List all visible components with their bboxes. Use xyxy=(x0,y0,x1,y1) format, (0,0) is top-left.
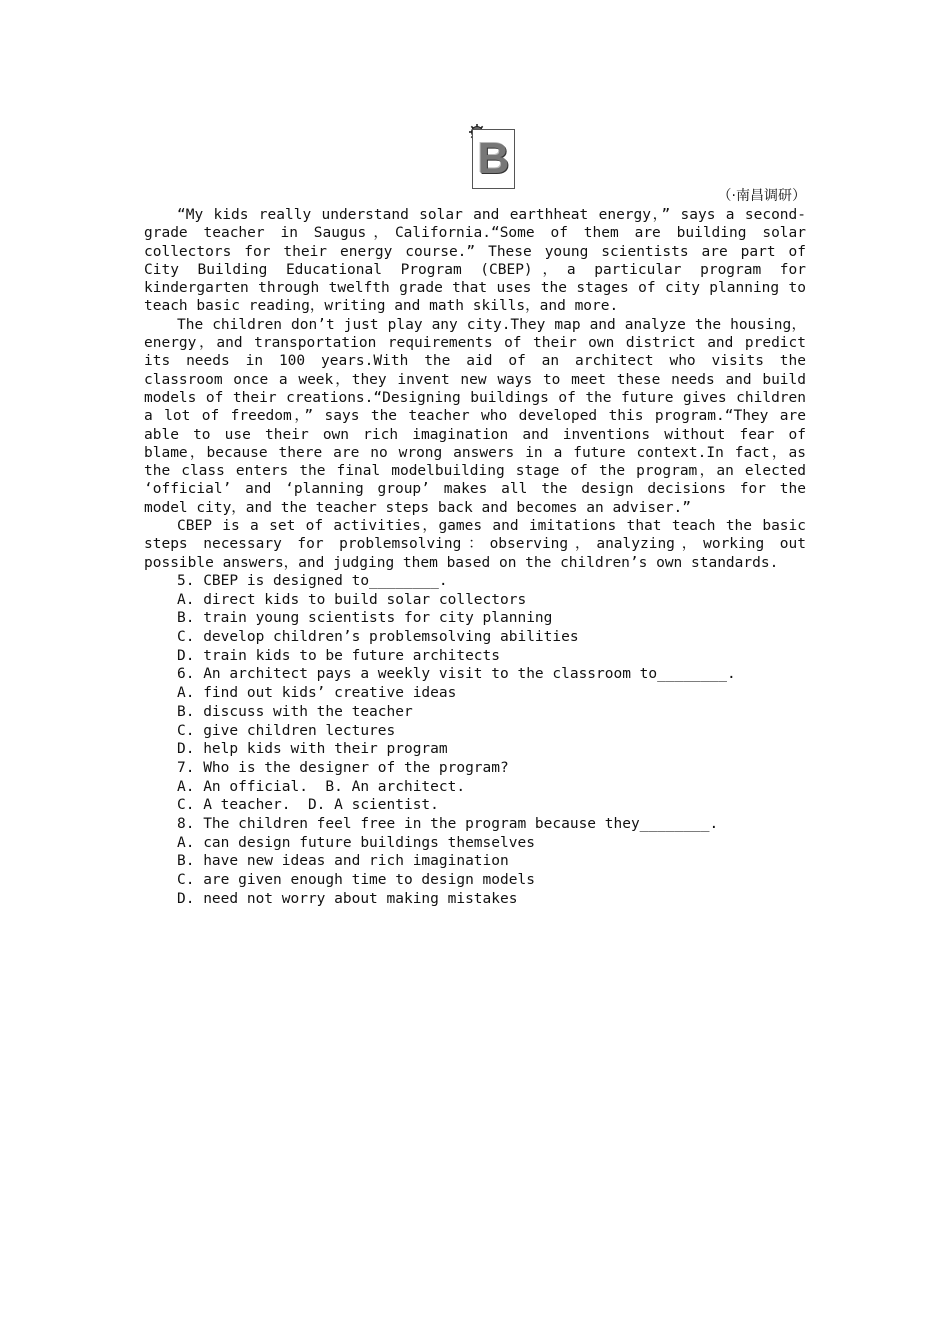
answer-option: B. discuss with the teacher xyxy=(177,703,413,720)
answer-option: C. are given enough time to design models xyxy=(177,872,535,889)
question-8 xyxy=(144,815,806,909)
question-stem: 6. An architect pays a weekly visit to the classroom to________. xyxy=(177,666,736,683)
answer-option: C. develop children’s problemsolving abilities xyxy=(177,629,579,646)
answer-option: D. train kids to be future architects xyxy=(177,647,501,664)
answer-option: A. An official. B. An architect. xyxy=(177,778,466,795)
question-7 xyxy=(144,759,806,815)
answer-option: D. help kids with their program xyxy=(177,741,448,758)
answer-option: D. need not worry about making mistakes xyxy=(177,890,518,907)
answer-option: A. can design future buildings themselves xyxy=(177,834,535,851)
source-note: （·南昌调研） xyxy=(717,188,806,204)
passage-paragraph-2: The children don’t just play any city.They map and analyze the housing，energy，and transportation requirements of their own district and predict its needs in 100 years.With the aid of an architect who visits the classroom once a week，they invent new ways to meet these needs and build models of their creations.“Designing buildings of the future gives children a lot of freedom，” says the teacher who developed this program.“They are able to use their own rich imagination and inventions without fear of blame，because there are no wrong answers in a future context.In fact，as the class enters the final modelbuilding stage of the program，an elected ‘official’ and ‘planning group’ makes all the design decisions for the model city，and the teacher steps back and becomes an adviser.” xyxy=(144,316,806,516)
logo-letter: B xyxy=(477,134,510,183)
question-stem: 7. Who is the designer of the program? xyxy=(177,759,509,776)
answer-option: B. train young scientists for city planning xyxy=(177,610,553,627)
answer-option: C. give children lectures xyxy=(177,722,396,739)
answer-option: C. A teacher. D. A scientist. xyxy=(177,797,439,814)
question-5 xyxy=(144,572,806,666)
passage-paragraph-1: “My kids really understand solar and earthheat energy，” says a second-grade teacher in Saugus，California.“Some of them are building solar collectors for their energy course.” These young scientists are part of City Building Educational Program (CBEP)，a particular program for kindergarten through twelfth grade that uses the stages of city planning to teach basic reading，writing and math skills，and more. xyxy=(144,207,806,315)
question-stem: 8. The children feel free in the program because they________. xyxy=(177,816,719,833)
logo-frame xyxy=(472,129,515,189)
document-content xyxy=(144,186,806,909)
question-stem: 5. CBEP is designed to________. xyxy=(177,572,448,589)
answer-option: A. find out kids’ creative ideas xyxy=(177,685,457,702)
question-6 xyxy=(144,665,806,759)
passage-paragraph-3: CBEP is a set of activities，games and imitations that teach the basic steps necessary for problemsolving：observing，analyzing，working out possible answers，and judging them based on the children’s own standards. xyxy=(144,518,806,571)
answer-option: B. have new ideas and rich imagination xyxy=(177,853,509,870)
section-b-logo xyxy=(468,123,516,189)
answer-option: A. direct kids to build solar collectors xyxy=(177,591,527,608)
